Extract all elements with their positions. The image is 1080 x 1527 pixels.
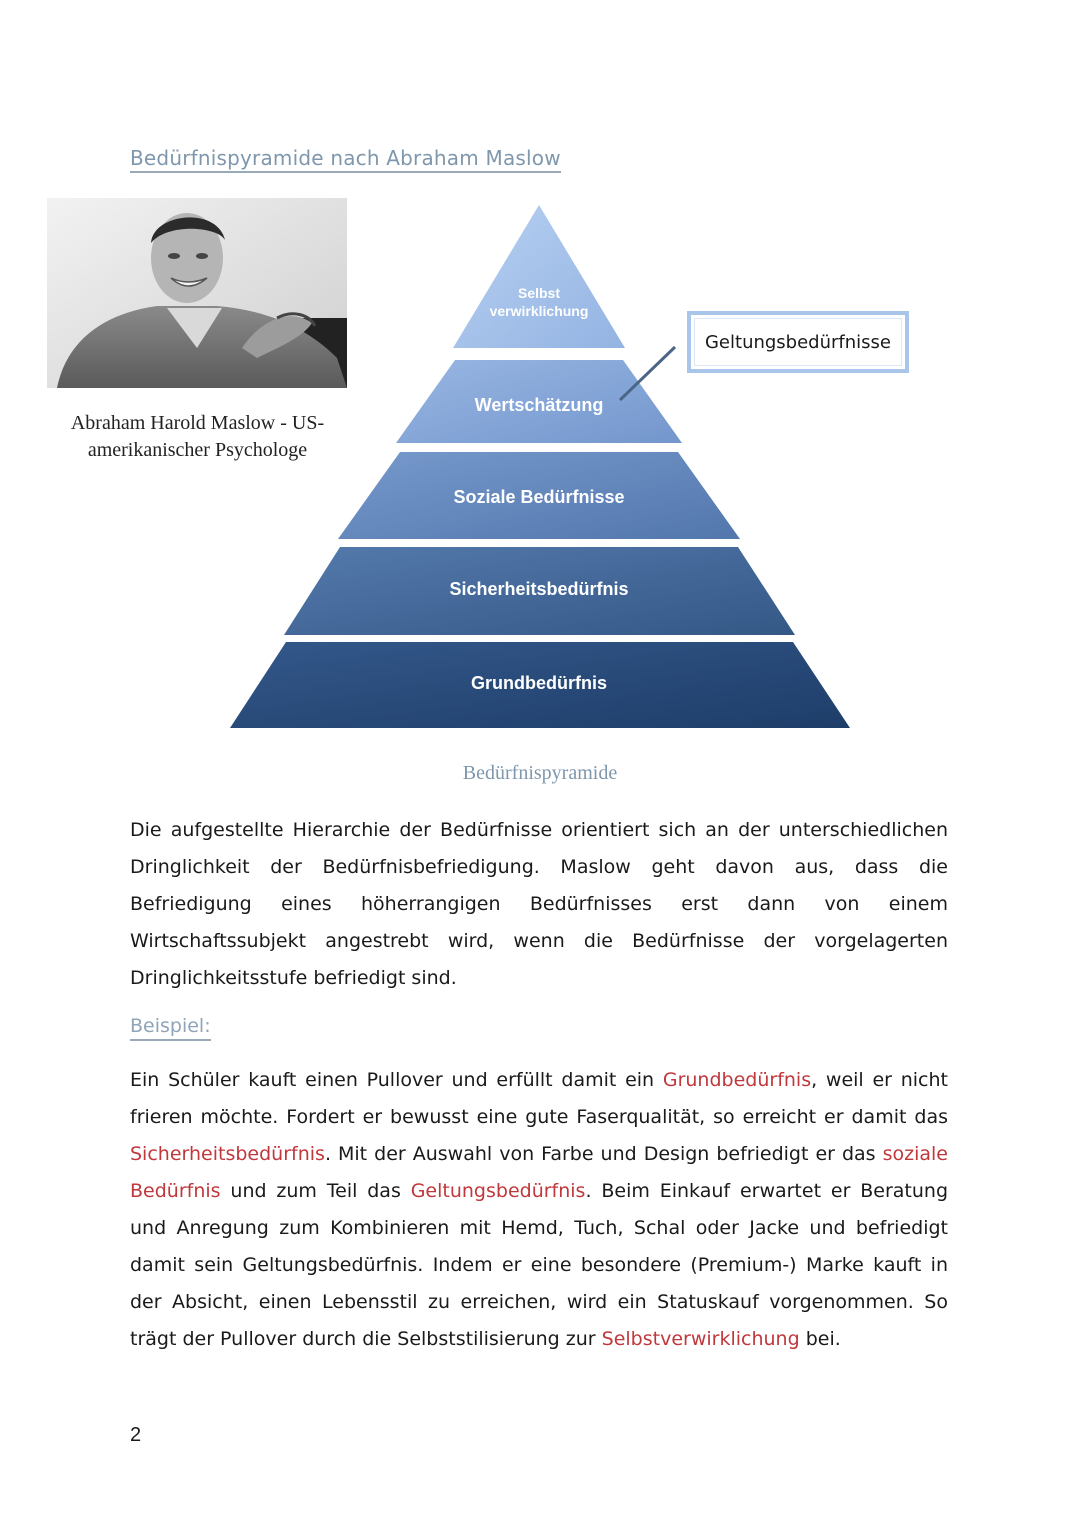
example-label: Beispiel: [130, 1013, 211, 1041]
hierarchy-paragraph: Die aufgestellte Hierarchie der Bedürfnisse orientiert sich an der unterschiedlichen Dringlichkeit der Bedürfnisbefriedigung. Maslow geht davon aus, dass die Befriedigung eines höherrangigen Bedürfnisses erst dann von einem Wirtschaftssubjekt angestrebt wird, wenn die Bedürfnisse der vorgelagerten Dringlichkeitsstufe befriedigt sind. [130, 819, 948, 989]
highlight-geltungsbeduerfnis: Geltungsbedürfnis [410, 1180, 586, 1202]
pyramid-label-soziale-beduerfnisse: Soziale Bedürfnisse [453, 487, 625, 507]
example-text: Ein Schüler kauft einen Pullover und erfüllt damit ein [130, 1069, 663, 1091]
pyramid-label-wertschaetzung: Wertschätzung [474, 395, 604, 415]
example-text: . Beim Einkauf erwartet er Beratung und Anregung zum Kombinieren mit Hemd, Tuch, Schal oder Jacke und befriedigt damit sein Geltungsbedürfnis. Indem er eine besondere (Premium-) Marke kauft in der Absicht, einen Lebensstil zu erreichen, wird ein Statuskauf vorgenommen. So trägt der Pullover durch die Selbststilisierung zur [130, 1180, 948, 1350]
pyramid-label-selbst: Selbst [517, 285, 561, 301]
page-heading: Bedürfnispyramide nach Abraham Maslow [130, 146, 561, 173]
pyramid-label-sicherheitsbeduerfnis: Sicherheitsbedürfnis [449, 579, 629, 599]
highlight-grundbeduerfnis: Grundbedürfnis [662, 1069, 812, 1091]
geltungsbeduerfnisse-callout [687, 311, 909, 373]
highlight-soziales-beduerfnis: soziale Bedürfnis [130, 1143, 948, 1202]
pyramid-caption: Bedürfnispyramide [462, 762, 618, 784]
pyramid-level-selbstverwirklichung [453, 205, 625, 348]
example-text: , weil er nicht frieren möchte. Fordert er bewusst eine gute Faserqualität, so erreicht er damit das [130, 1069, 948, 1128]
portrait-caption: Abraham Harold Maslow - US-amerikanischer Psychologe [70, 412, 325, 461]
example-text: . Mit der Auswahl von Farbe und Design befriedigt er das [324, 1143, 883, 1165]
pyramid-label-grundbeduerfnis: Grundbedürfnis [471, 673, 607, 693]
pyramid-label-verwirklichung: verwirklichung [489, 303, 589, 319]
callout-label: Geltungsbedürfnisse [704, 331, 891, 353]
beduerfnispyramide-diagram [220, 195, 860, 740]
highlight-sicherheitsbeduerfnis: Sicherheitsbedürfnis [130, 1143, 325, 1165]
example-text: und zum Teil das [220, 1180, 411, 1202]
page-number: 2 [130, 1424, 142, 1446]
highlight-selbstverwirklichung: Selbstverwirklichung [601, 1328, 800, 1350]
example-paragraph [130, 1062, 948, 1358]
example-text: bei. [799, 1328, 841, 1350]
